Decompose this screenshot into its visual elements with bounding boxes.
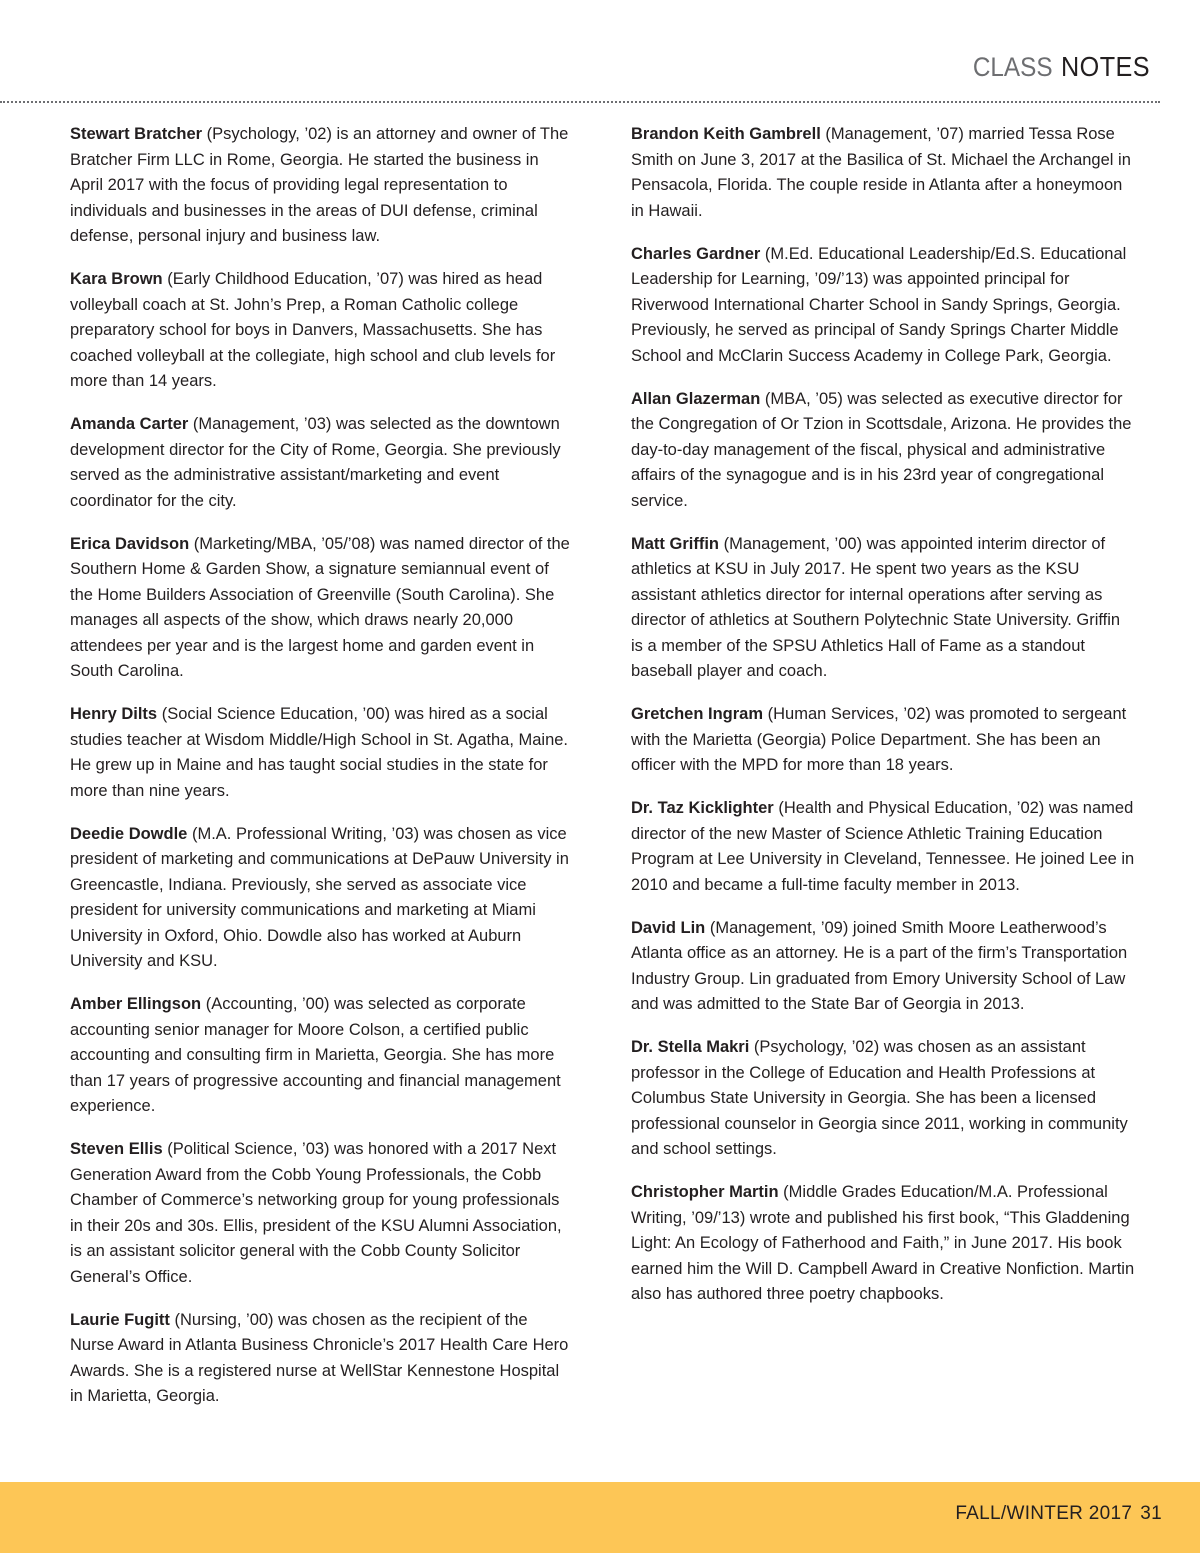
alumni-name: Dr. Stella Makri: [631, 1038, 750, 1056]
class-note: [70, 122, 570, 250]
alumni-name: Amber Ellingson: [70, 995, 202, 1013]
left-column: [70, 122, 570, 1427]
class-note: [631, 532, 1136, 685]
issue-label: FALL/WINTER 2017: [955, 1503, 1133, 1524]
alumni-name: Allan Glazerman: [631, 389, 761, 408]
class-note: [70, 822, 570, 975]
class-note: [70, 702, 570, 804]
class-note: [631, 1180, 1136, 1308]
alumni-name: Gretchen Ingram: [631, 705, 764, 723]
alumni-name: Charles Gardner: [631, 244, 761, 263]
class-note: [70, 1308, 570, 1410]
footer-folio: [955, 1502, 1162, 1526]
note-text: (Social Science Education, ’00) was hired as a social studies teacher at Wisdom Middle/High School in St. Agatha, Maine. He grew up in Maine and has taught social studies in the state for more than nine years.: [70, 705, 569, 800]
note-text: (Psychology, ’02) was chosen as an assistant professor in the College of Education and Health Professions at Columbus State University in Georgia. She has been a licensed professional counselor in Georgia since 2011, working in community and school settings.: [631, 1038, 1128, 1158]
alumni-name: Matt Griffin: [631, 534, 719, 553]
note-text: (Early Childhood Education, ’07) was hired as head volleyball coach at St. John’s Prep, a Roman Catholic college preparatory school for boys in Danvers, Massachusetts. She has coached volleyball at the collegiate, high school and club levels for more than 14 years.: [70, 270, 556, 390]
alumni-name: Brandon Keith Gambrell: [631, 125, 821, 143]
note-text: (Psychology, ’02) is an attorney and owner of The Bratcher Firm LLC in Rome, Georgia. He started the business in April 2017 with the focus of providing legal representation to individuals and businesses in the areas of DUI defense, criminal defense, personal injury and business law.: [70, 125, 569, 245]
dotted-divider: [0, 101, 1160, 103]
alumni-name: Laurie Fugitt: [70, 1310, 170, 1329]
class-note: [70, 992, 570, 1120]
section-header: [964, 49, 1160, 85]
right-column: [631, 122, 1136, 1325]
note-text: (Human Services, ’02) was promoted to sergeant with the Marietta (Georgia) Police Department. She has been an officer with the MPD for more than 18 years.: [631, 705, 1127, 774]
class-note: [631, 122, 1136, 224]
class-note: [631, 702, 1136, 779]
alumni-name: Steven Ellis: [70, 1140, 163, 1158]
note-text: (Health and Physical Education, ’02) was named director of the new Master of Science Athletic Training Education Program at Lee University in Cleveland, Tennessee. He joined Lee in 2010 and became a full-time faculty member in 2013.: [631, 799, 1135, 894]
note-text: (Middle Grades Education/M.A. Professional Writing, ’09/’13) wrote and published his first book, “This Gladdening Light: An Ecology of Fatherhood and Faith,” in June 2017. His book earned him the Will D. Campbell Award in Creative Nonfiction. Martin also has authored three poetry chapbooks.: [631, 1183, 1135, 1303]
note-text: (Marketing/MBA, ’05/’08) was named director of the Southern Home & Garden Show, a signature semiannual event of the Home Builders Association of Greenville (South Carolina). She manages all aspects of the show, which draws nearly 20,000 attendees per year and is the largest home and garden event in South Carolina.: [70, 534, 570, 680]
alumni-name: Amanda Carter: [70, 415, 189, 433]
note-text: (Nursing, ’00) was chosen as the recipient of the Nurse Award in Atlanta Business Chronicle’s 2017 Health Care Hero Awards. She is a registered nurse at WellStar Kennestone Hospital in Marietta, Georgia.: [70, 1310, 569, 1405]
class-note: [70, 532, 570, 685]
class-note: [70, 1137, 570, 1290]
alumni-name: Dr. Taz Kicklighter: [631, 799, 774, 817]
note-text: (Management, ’07) married Tessa Rose Smith on June 3, 2017 at the Basilica of St. Michael the Archangel in Pensacola, Florida. The couple reside in Atlanta after a honeymoon in Hawaii.: [631, 125, 1131, 220]
alumni-name: Erica Davidson: [70, 534, 190, 553]
note-text: (Political Science, ’03) was honored with a 2017 Next Generation Award from the Cobb Young Professionals, the Cobb Chamber of Commerce’s networking group for young professionals in their 20s and 30s. Ellis, president of the KSU Alumni Association, is an assistant solicitor general with the Cobb County Solicitor General’s Office.: [70, 1140, 562, 1286]
class-note: [70, 412, 570, 514]
section-header-light: CLASS: [973, 52, 1053, 82]
class-note: [631, 387, 1136, 515]
footer-band: [0, 1482, 1200, 1553]
page-number: 31: [1140, 1503, 1162, 1524]
alumni-name: Kara Brown: [70, 270, 163, 288]
class-note: [631, 242, 1136, 370]
alumni-name: Stewart Bratcher: [70, 125, 203, 143]
alumni-name: Deedie Dowdle: [70, 824, 188, 843]
alumni-name: Henry Dilts: [70, 705, 158, 723]
note-text: (M.Ed. Educational Leadership/Ed.S. Educational Leadership for Learning, ’09/’13) was appointed principal for Riverwood International Charter School in Sandy Springs, Georgia. Previously, he served as principal of Sandy Springs Charter Middle School and McClarin Success Academy in College Park, Georgia.: [631, 244, 1127, 365]
note-text: (Accounting, ’00) was selected as corporate accounting senior manager for Moore Colson, a certified public accounting and consulting firm in Marietta, Georgia. She has more than 17 years of progressive accounting and financial management experience.: [70, 995, 561, 1115]
class-note: [631, 916, 1136, 1018]
class-note: [631, 1035, 1136, 1163]
section-header-strong: NOTES: [1061, 51, 1151, 82]
note-text: (Management, ’09) joined Smith Moore Leatherwood’s Atlanta office as an attorney. He is a part of the firm’s Transportation Industry Group. Lin graduated from Emory University School of Law and was admitted to the State Bar of Georgia in 2013.: [631, 918, 1128, 1013]
note-text: (Management, ’03) was selected as the downtown development director for the City of Rome, Georgia. She previously served as the administrative assistant/marketing and event coordinator for the city.: [70, 415, 561, 510]
note-text: (MBA, ’05) was selected as executive director for the Congregation of Or Tzion in Scottsdale, Arizona. He provides the day-to-day management of the fiscal, physical and administrative affairs of the synagogue and is in his 23rd year of congregational service.: [631, 389, 1132, 510]
note-text: (M.A. Professional Writing, ’03) was chosen as vice president of marketing and communications at DePauw University in Greencastle, Indiana. Previously, she served as associate vice president for university communications and marketing at Miami University in Oxford, Ohio. Dowdle also has worked at Auburn University and KSU.: [70, 824, 569, 970]
class-note: [631, 796, 1136, 898]
alumni-name: Christopher Martin: [631, 1183, 779, 1201]
note-text: (Management, ’00) was appointed interim director of athletics at KSU in July 2017. He spent two years as the KSU assistant athletics director for internal operations after serving as director of athletics at Southern Polytechnic State University. Griffin is a member of the SPSU Athletics Hall of Fame as a standout baseball player and coach.: [631, 534, 1121, 680]
alumni-name: David Lin: [631, 918, 706, 937]
class-note: [70, 267, 570, 395]
